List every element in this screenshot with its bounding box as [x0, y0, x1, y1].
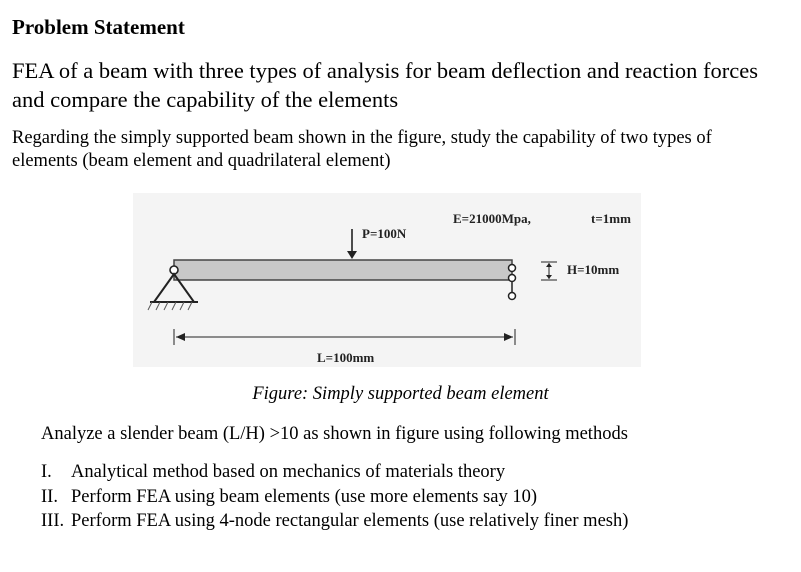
list-item-number: I. — [41, 462, 52, 482]
load-label: P=100N — [362, 226, 407, 241]
beam-body — [174, 260, 512, 280]
list-item-text: Perform FEA using beam elements (use more elements say 10) — [71, 486, 537, 507]
height-label: H=10mm — [567, 262, 620, 277]
figure-caption: Figure: Simply supported beam element — [252, 384, 549, 404]
list-item — [41, 509, 628, 534]
list-item-number: III. — [41, 511, 65, 531]
list-item-text: Analytical method based on mechanics of materials theory — [71, 462, 506, 482]
modulus-label: E=21000Mpa, — [453, 211, 531, 226]
beam-figure — [133, 193, 641, 367]
length-label: L=100mm — [317, 350, 375, 365]
methods-list — [41, 460, 628, 534]
list-item — [41, 485, 628, 510]
problem-subtitle: FEA of a beam with three types of analysis for beam deflection and reaction forces and compare the capability of the elements — [12, 58, 758, 112]
thickness-label: t=1mm — [591, 211, 631, 226]
beam-diagram — [133, 193, 641, 367]
list-item-text: Perform FEA using 4-node rectangular elements (use relatively finer mesh) — [71, 511, 629, 531]
analyze-text: Analyze a slender beam (L/H) >10 as shown in figure using following methods — [41, 424, 628, 444]
list-item — [41, 460, 628, 485]
page-title: Problem Statement — [12, 15, 185, 39]
list-item-number: II. — [41, 486, 58, 507]
intro-paragraph: Regarding the simply supported beam shown in the figure, study the capability of two types of elements (beam element and quadrilateral element) — [12, 128, 712, 171]
